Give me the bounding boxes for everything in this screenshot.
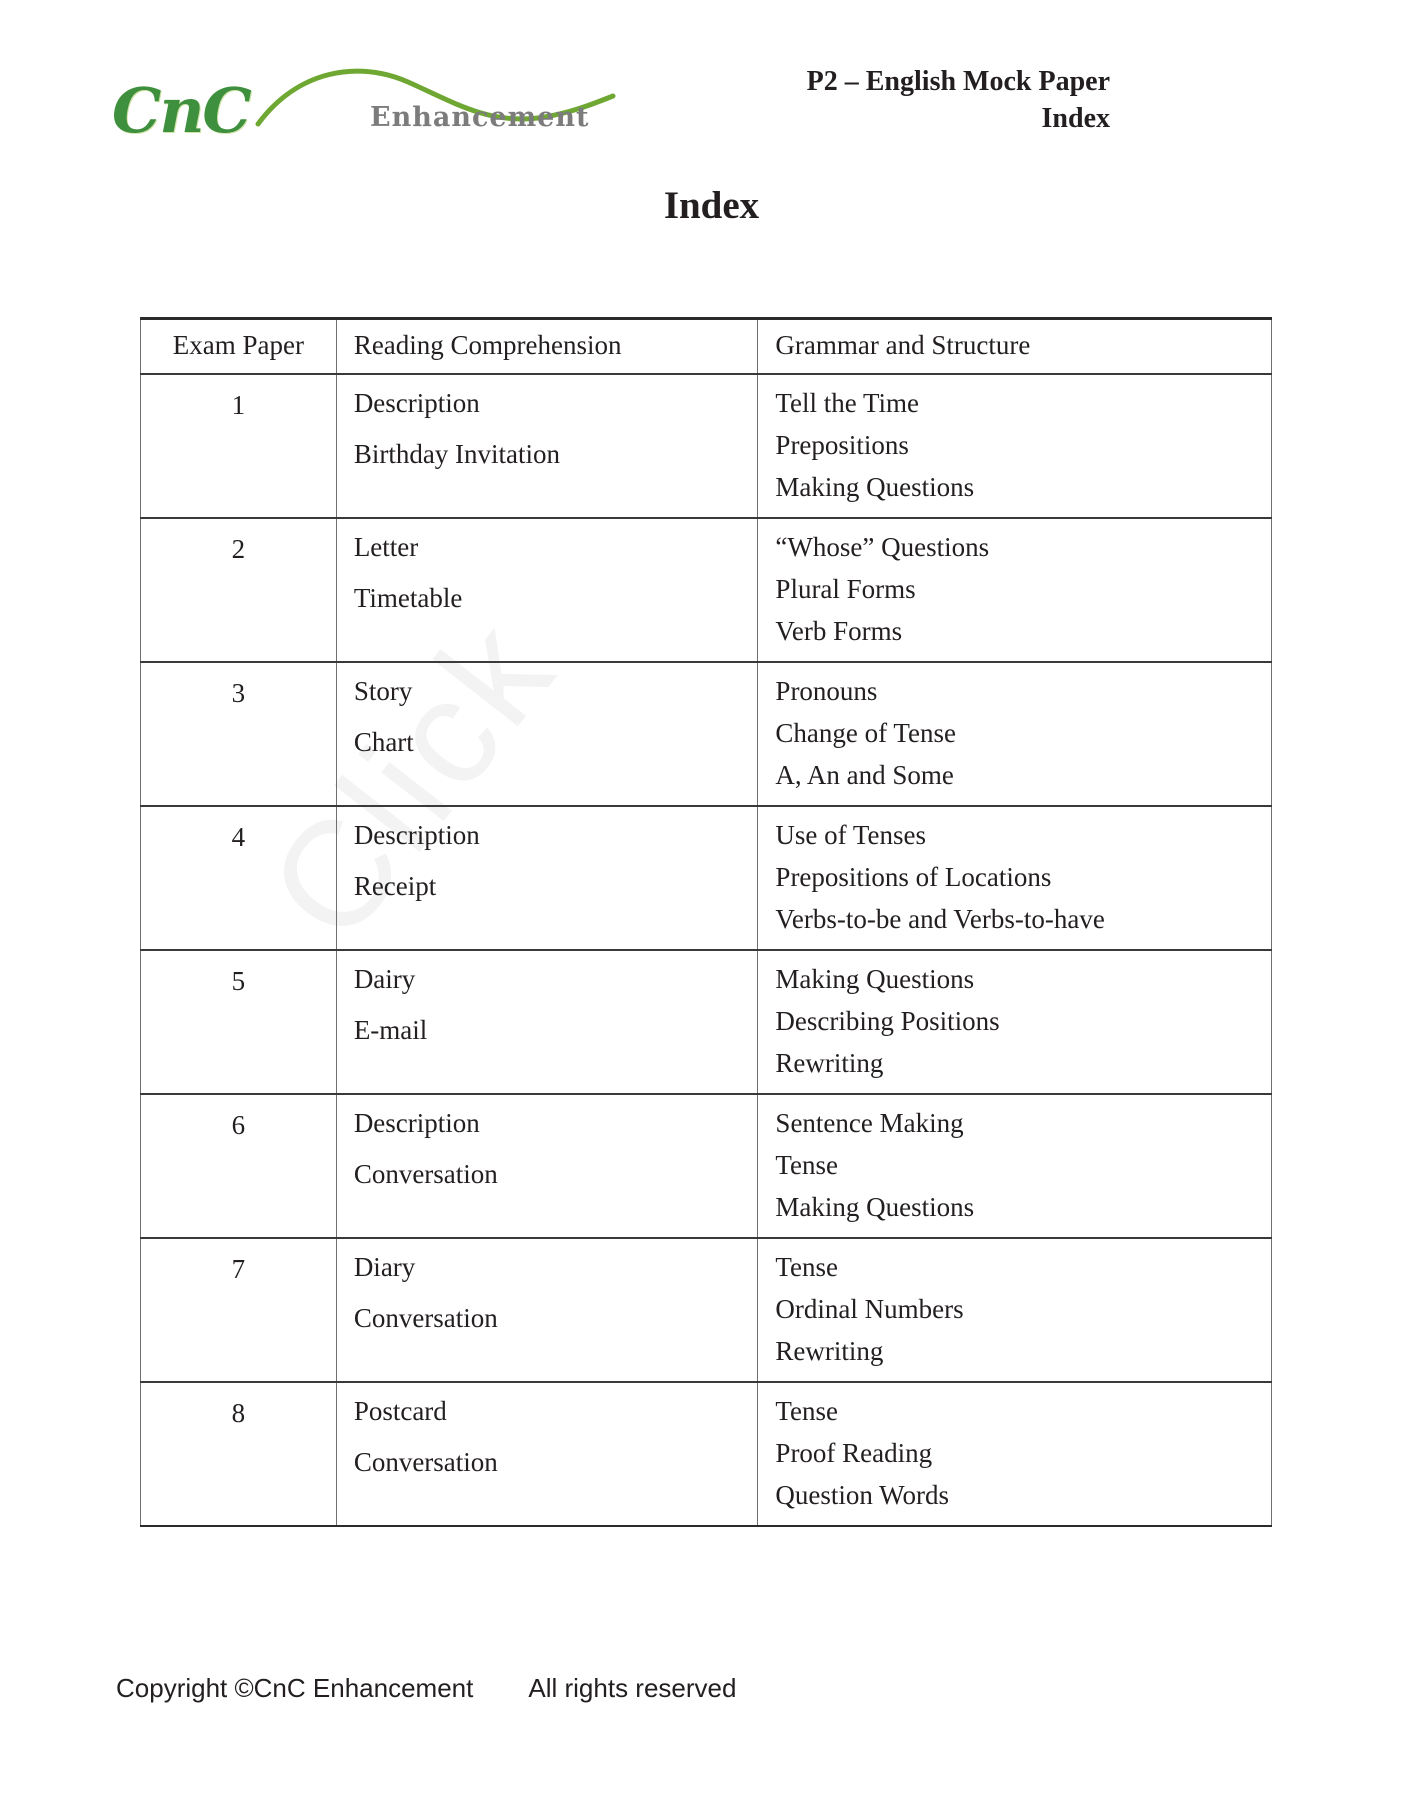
list-item: E-mail (353, 1014, 428, 1045)
cell-grammar (758, 1382, 1272, 1526)
list-item: Receipt (353, 870, 437, 901)
list-item: Conversation (353, 1302, 498, 1333)
list-item: Rewriting (775, 1335, 884, 1366)
list-item: Verbs-to-be and Verbs-to-have (775, 903, 1105, 934)
reading-topic-list (337, 1095, 758, 1204)
column-header-grammar-and-structure (758, 319, 1272, 374)
exam-paper-number: 1 (231, 389, 246, 420)
cell-exam-paper (141, 1382, 337, 1526)
list-item: Making Questions (775, 471, 975, 502)
grammar-topic-list (758, 519, 1271, 661)
grammar-topic-list (758, 951, 1271, 1093)
list-item: Chart (353, 726, 414, 757)
reading-topic-list (337, 1239, 758, 1348)
list-item: Plural Forms (775, 573, 916, 604)
header-title-line2: Index (1041, 102, 1110, 134)
cell-reading (336, 662, 758, 806)
cell-grammar (758, 374, 1272, 518)
list-item: Conversation (353, 1446, 498, 1477)
exam-paper-number: 4 (231, 821, 246, 852)
column-header-exam-paper (141, 319, 337, 374)
reading-topic-list (337, 519, 758, 628)
list-item: Description (353, 1107, 480, 1138)
grammar-topic-list (758, 663, 1271, 805)
cell-grammar (758, 662, 1272, 806)
table-row (141, 1238, 1272, 1382)
cnc-enhancement-logo (108, 52, 668, 160)
exam-paper-number: 5 (231, 965, 246, 996)
reading-topic-list (337, 1383, 758, 1492)
list-item: Conversation (353, 1158, 498, 1189)
cell-reading (336, 1238, 758, 1382)
cell-reading (336, 806, 758, 950)
grammar-topic-list (758, 807, 1271, 949)
page-title: Index (663, 184, 760, 227)
list-item: Description (353, 387, 480, 418)
list-item: Letter (353, 531, 419, 562)
column-header-exam-paper-label: Exam Paper (172, 330, 304, 360)
reading-topic-list (337, 663, 758, 772)
logo-sub-text: Enhancement (370, 102, 590, 133)
list-item: Sentence Making (775, 1107, 964, 1138)
grammar-topic-list (758, 1095, 1271, 1237)
list-item: Rewriting (775, 1047, 884, 1078)
table-header-row (141, 319, 1272, 374)
list-item: Pronouns (775, 675, 878, 706)
list-item: Verb Forms (775, 615, 903, 646)
list-item: Tense (775, 1149, 839, 1180)
footer-copyright: Copyright ©CnC Enhancement (116, 1673, 474, 1703)
cell-grammar (758, 1238, 1272, 1382)
list-item: Postcard (353, 1395, 447, 1426)
reading-topic-list (337, 807, 758, 916)
list-item: Ordinal Numbers (775, 1293, 964, 1324)
cell-reading (336, 950, 758, 1094)
exam-paper-number: 8 (231, 1397, 246, 1428)
index-table (140, 317, 1272, 1527)
footer-rights: All rights reserved (528, 1673, 737, 1703)
reading-topic-list (337, 951, 758, 1060)
table-row (141, 518, 1272, 662)
exam-paper-number: 3 (231, 677, 246, 708)
cell-exam-paper (141, 662, 337, 806)
cell-grammar (758, 518, 1272, 662)
header-title-line1: P2 – English Mock Paper (806, 66, 1110, 97)
grammar-topic-list (758, 1383, 1271, 1525)
list-item: Story (353, 675, 413, 706)
list-item: Use of Tenses (775, 819, 927, 850)
list-item: A, An and Some (775, 759, 954, 790)
list-item: Description (353, 819, 480, 850)
list-item: Making Questions (775, 1191, 975, 1222)
exam-paper-number: 2 (231, 533, 246, 564)
table-header (141, 319, 1272, 374)
cell-reading (336, 518, 758, 662)
cell-grammar (758, 1094, 1272, 1238)
list-item: Change of Tense (775, 717, 956, 748)
cell-grammar (758, 950, 1272, 1094)
reading-topic-list (337, 375, 758, 484)
list-item: Making Questions (775, 963, 975, 994)
cell-exam-paper (141, 1094, 337, 1238)
table-row (141, 950, 1272, 1094)
cell-exam-paper (141, 374, 337, 518)
page-footer (116, 1673, 736, 1704)
list-item: Birthday Invitation (353, 438, 561, 469)
list-item: Prepositions of Locations (775, 861, 1052, 892)
grammar-topic-list (758, 1239, 1271, 1381)
table-row (141, 806, 1272, 950)
list-item: Timetable (353, 582, 463, 613)
grammar-topic-list (758, 375, 1271, 517)
table-body (141, 374, 1272, 1526)
table-row (141, 374, 1272, 518)
column-header-reading-comprehension-label: Reading Comprehension (353, 330, 622, 360)
header-paper-title (807, 64, 1110, 138)
cell-reading (336, 1382, 758, 1526)
exam-paper-number: 6 (231, 1109, 246, 1140)
list-item: “Whose” Questions (775, 531, 990, 562)
list-item: Question Words (775, 1479, 949, 1510)
cell-exam-paper (141, 950, 337, 1094)
page-header (0, 46, 1423, 166)
cell-reading (336, 374, 758, 518)
table-row (141, 1382, 1272, 1526)
logo-brand-text: CnC (112, 74, 250, 147)
cell-exam-paper (141, 806, 337, 950)
list-item: Tell the Time (775, 387, 920, 418)
list-item: Dairy (353, 963, 416, 994)
cell-grammar (758, 806, 1272, 950)
list-item: Prepositions (775, 429, 909, 460)
cell-exam-paper (141, 518, 337, 662)
list-item: Describing Positions (775, 1005, 1000, 1036)
column-header-reading-comprehension (336, 319, 758, 374)
list-item: Diary (353, 1251, 416, 1282)
column-header-grammar-and-structure-label: Grammar and Structure (775, 330, 1031, 360)
list-item: Proof Reading (775, 1437, 933, 1468)
exam-paper-number: 7 (231, 1253, 246, 1284)
table-row (141, 1094, 1272, 1238)
list-item: Tense (775, 1395, 839, 1426)
table-row (141, 662, 1272, 806)
cell-reading (336, 1094, 758, 1238)
list-item: Tense (775, 1251, 839, 1282)
cell-exam-paper (141, 1238, 337, 1382)
